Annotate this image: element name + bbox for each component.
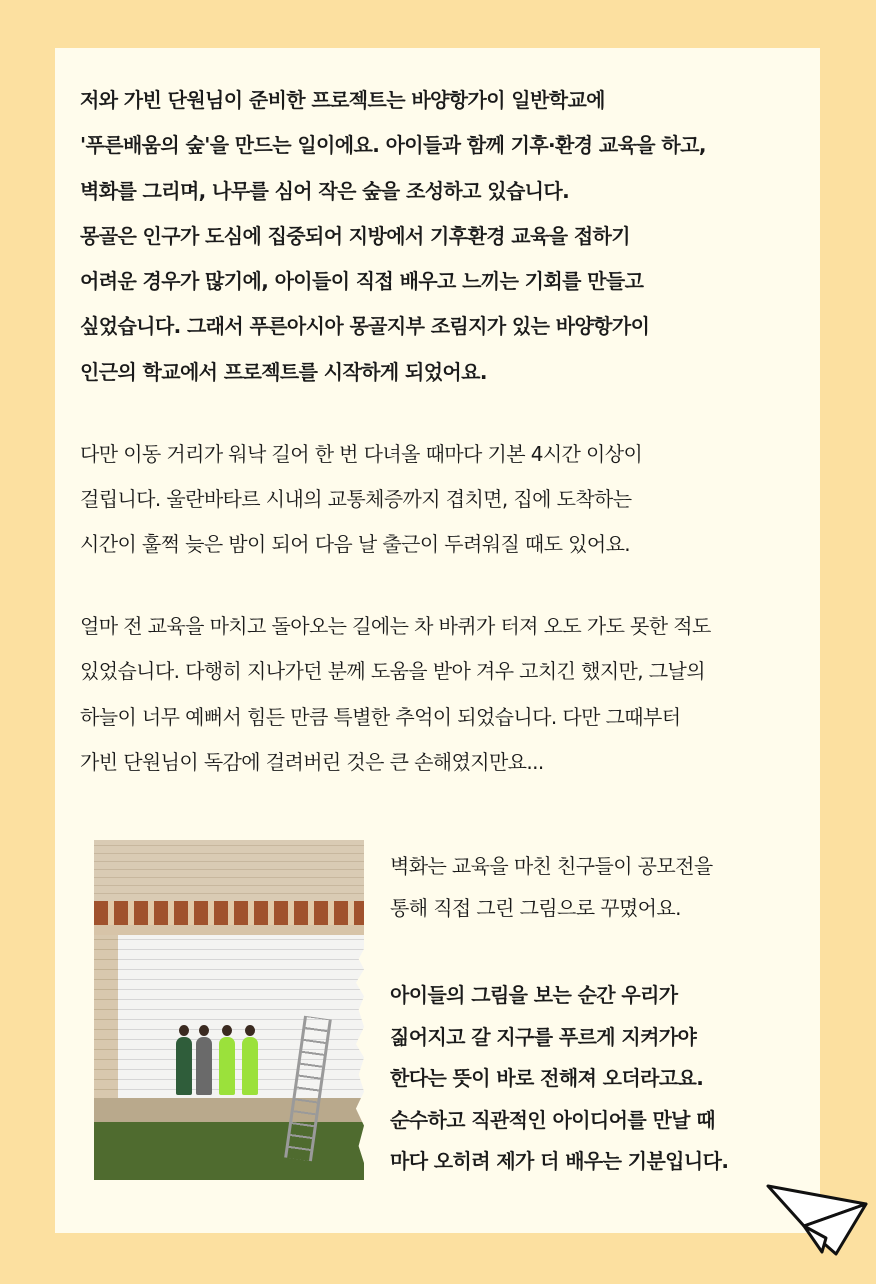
text-line: 걸립니다. 울란바타르 시내의 교통체증까지 겹치면, 집에 도착하는: [80, 487, 632, 511]
text-line: 싶었습니다. 그래서 푸른아시아 몽골지부 조림지가 있는 바양항가이: [80, 314, 650, 339]
paper-plane-icon: [764, 1182, 870, 1258]
text-line: 다만 이동 거리가 워낙 길어 한 번 다녀올 때마다 기본 4시간 이상이: [80, 442, 643, 466]
text-line: 아이들의 그림을 보는 순간 우리가: [390, 983, 678, 1007]
brick-wall-top: [94, 840, 364, 901]
unpainted-wall-edge: [94, 935, 118, 1119]
text-line: 인근의 학교에서 프로젝트를 시작하게 되었어요.: [80, 359, 487, 384]
text-line: 있었습니다. 다행히 지나가던 분께 도움을 받아 겨우 고치긴 했지만, 그날의: [80, 659, 705, 684]
text-line: 한다는 뜻이 바로 전해져 오더라고요.: [390, 1066, 704, 1090]
person-figure: [196, 1037, 212, 1095]
text-line: 벽화는 교육을 마친 친구들이 공모전을: [390, 854, 713, 878]
brick-pattern-band: [94, 901, 364, 925]
person-figure: [176, 1037, 192, 1095]
text-line: 어려운 경우가 많기에, 아이들이 직접 배우고 느끼는 기회를 만들고: [80, 269, 644, 294]
text-line: 몽골은 인구가 도심에 집중되어 지방에서 기후환경 교육을 접하기: [80, 223, 630, 248]
text-line: 시간이 훌쩍 늦은 밤이 되어 다음 날 출근이 두려워질 때도 있어요.: [80, 532, 631, 556]
text-line: 짊어지고 갈 지구를 푸르게 지켜가야: [390, 1024, 697, 1049]
travel-paragraph: [80, 432, 642, 567]
mural-caption: [390, 845, 713, 929]
text-line: 마다 오히려 제가 더 배우는 기분입니다.: [390, 1149, 729, 1173]
text-line: '푸른배움의 숲'을 만드는 일이에요. 아이들과 함께 기후·환경 교육을 하고,: [80, 133, 706, 158]
intro-paragraph: [80, 78, 706, 395]
person-figure: [219, 1037, 235, 1095]
incident-paragraph: [80, 604, 711, 785]
text-line: 순수하고 직관적인 아이디어를 만날 때: [390, 1107, 715, 1132]
person-figure: [242, 1037, 258, 1095]
text-line: 얼마 전 교육을 마치고 돌아오는 길에는 차 바퀴가 터져 오도 가도 못한 적도: [80, 614, 711, 638]
text-line: 가빈 단원님이 독감에 걸려버린 것은 큰 손해였지만요...: [80, 749, 544, 774]
brick-band-plain: [94, 925, 364, 935]
mural-photo: [94, 840, 364, 1180]
text-line: 저와 가빈 단원님이 준비한 프로젝트는 바양항가이 일반학교에: [80, 88, 605, 112]
grass-ground: [94, 1122, 364, 1180]
reflection-caption: [390, 975, 728, 1183]
text-line: 하늘이 너무 예뻐서 힘든 만큼 특별한 추억이 되었습니다. 다만 그때부터: [80, 704, 681, 729]
text-line: 벽화를 그리며, 나무를 심어 작은 숲을 조성하고 있습니다.: [80, 178, 570, 203]
wall-base: [94, 1098, 364, 1122]
text-line: 통해 직접 그린 그림으로 꾸몄어요.: [390, 896, 681, 920]
